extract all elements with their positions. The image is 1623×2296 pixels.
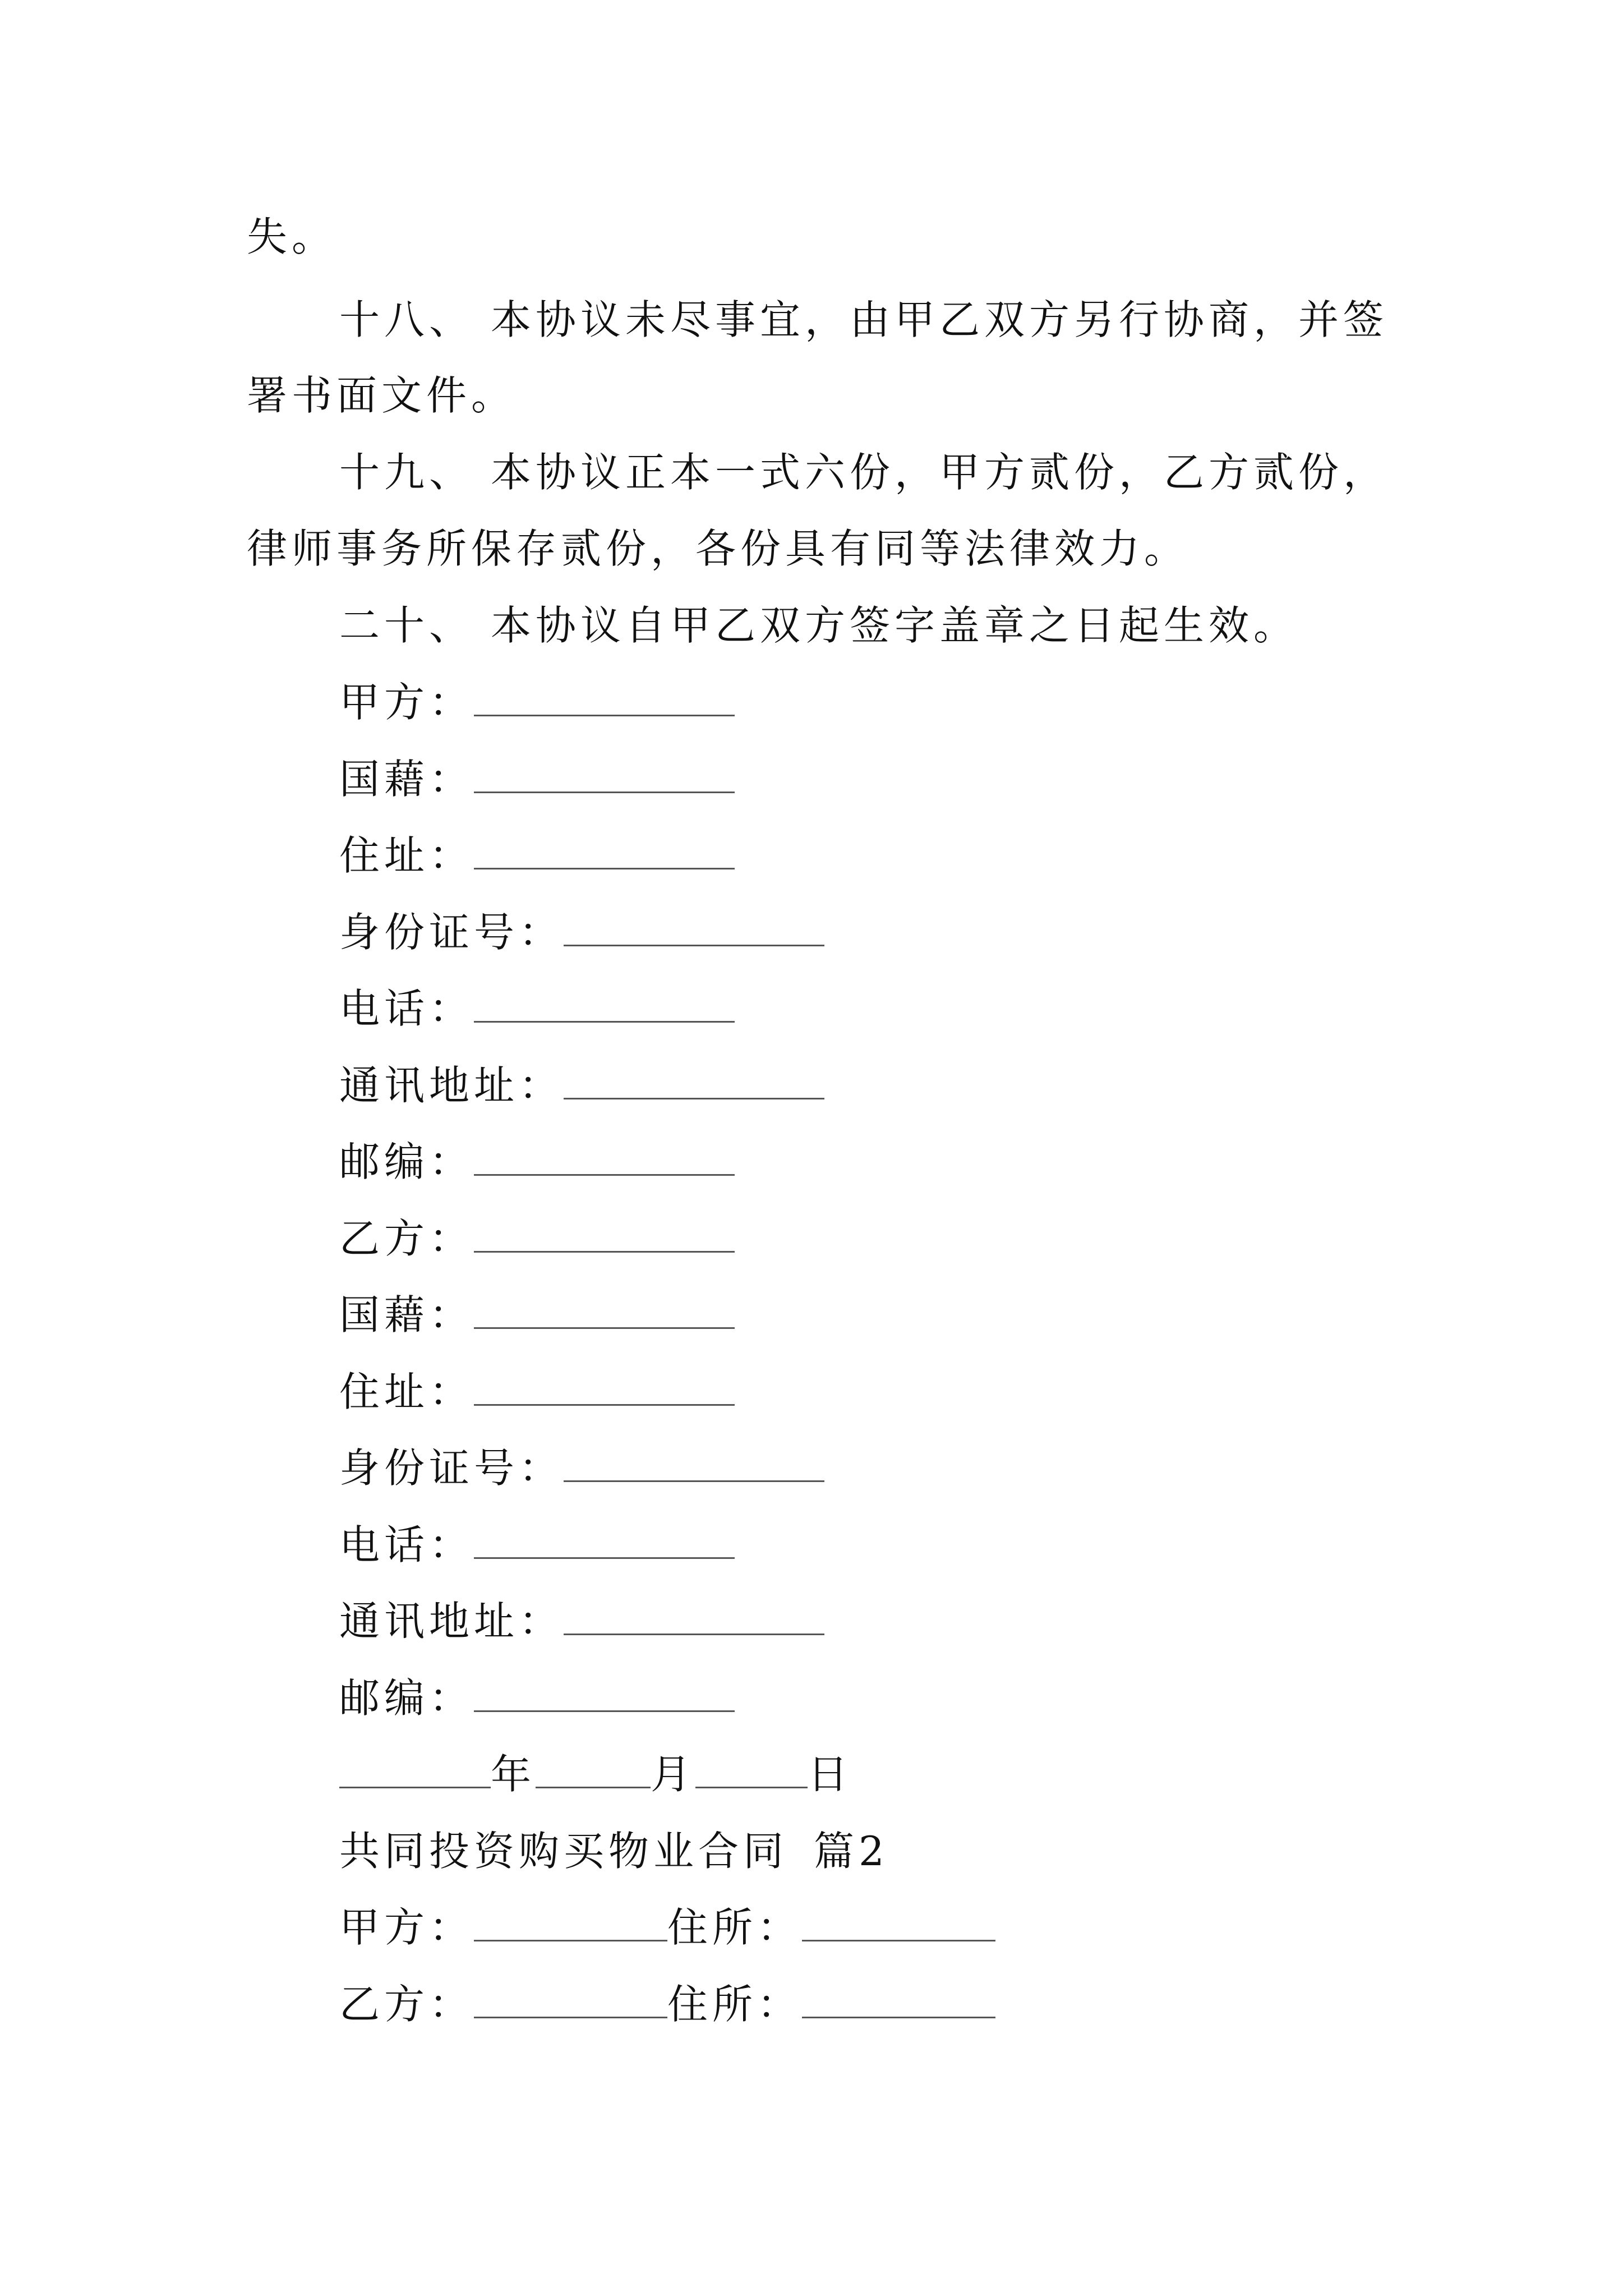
date-day-field[interactable]: [695, 1747, 808, 1788]
party-a-phone-row: [339, 981, 735, 1037]
party-a-id-label: 身份证号：: [339, 909, 564, 956]
party-b-address-field[interactable]: [474, 1365, 735, 1406]
party-a-name-label: 甲方：: [339, 679, 474, 726]
party-a-id-row: [339, 904, 824, 960]
date-year-label: 年: [491, 1751, 536, 1798]
party-a-nationality-row: [339, 751, 735, 807]
party-a-postcode-row: [339, 1134, 735, 1190]
party-b-phone-label: 电话：: [339, 1521, 474, 1568]
article-20-line: [339, 597, 1298, 654]
contract-2-party-a-field[interactable]: [474, 1901, 667, 1941]
party-a-phone-field[interactable]: [474, 982, 735, 1023]
contract-2-party-b-field[interactable]: [474, 1977, 667, 2018]
party-b-nationality-row: [339, 1287, 735, 1343]
party-b-id-label: 身份证号：: [339, 1444, 564, 1492]
party-b-name-field[interactable]: [474, 1212, 735, 1253]
party-b-postcode-field[interactable]: [474, 1671, 735, 1712]
article-19-line-2: [247, 521, 1377, 577]
article-18-line-2: [247, 367, 1377, 424]
party-a-phone-label: 电话：: [339, 985, 474, 1032]
contract-2-section: 篇2: [814, 1828, 889, 1875]
party-a-mail-address-label: 通讯地址：: [339, 1062, 564, 1109]
party-b-mail-address-label: 通讯地址：: [339, 1598, 564, 1645]
party-b-nationality-field[interactable]: [474, 1288, 735, 1329]
party-a-postcode-field[interactable]: [474, 1135, 735, 1176]
party-a-nationality-field[interactable]: [474, 752, 735, 793]
contract-2-party-a-residence-field[interactable]: [802, 1901, 995, 1941]
contract-2-party-a-residence-label: 住所：: [667, 1904, 803, 1951]
contract-2-party-b-residence-label: 住所：: [667, 1981, 803, 2028]
party-a-id-field[interactable]: [564, 905, 824, 946]
party-b-phone-field[interactable]: [474, 1518, 735, 1559]
article-20-number: 二十、: [339, 602, 474, 649]
party-a-address-row: [339, 827, 735, 884]
text-line-continuation: [247, 209, 1377, 265]
article-20-text: 本协议自甲乙双方签字盖章之日起生效。: [491, 602, 1299, 649]
article-18-text-b: 署书面文件。: [247, 372, 517, 419]
party-b-id-row: [339, 1440, 824, 1496]
party-b-nationality-label: 国藉：: [339, 1291, 474, 1338]
article-18-text-a: 本协议未尽事宜，由甲乙双方另行协商，并签: [491, 296, 1389, 343]
article-19-number: 十九、: [339, 449, 474, 496]
article-18-line-1: [339, 292, 1389, 348]
party-b-postcode-row: [339, 1670, 735, 1726]
date-row: [339, 1746, 852, 1802]
party-b-postcode-label: 邮编：: [339, 1674, 474, 1722]
contract-2-party-b-row: [339, 1976, 995, 2032]
article-18-number: 十八、: [339, 296, 474, 343]
contract-2-heading: [339, 1823, 889, 1879]
date-year-field[interactable]: [339, 1747, 491, 1788]
party-b-address-label: 住址：: [339, 1368, 474, 1415]
party-a-name-row: [339, 674, 735, 730]
party-a-address-label: 住址：: [339, 832, 474, 879]
contract-2-title: 共同投资购买物业合同: [339, 1828, 789, 1875]
party-b-name-label: 乙方：: [339, 1215, 474, 1262]
party-a-nationality-label: 国藉：: [339, 756, 474, 803]
party-a-name-field[interactable]: [474, 675, 735, 716]
party-b-mail-address-row: [339, 1593, 824, 1649]
contract-2-party-a-label: 甲方：: [339, 1904, 474, 1951]
date-month-label: 月: [651, 1751, 696, 1798]
party-a-postcode-label: 邮编：: [339, 1138, 474, 1185]
article-19-text-a: 本协议正本一式六份，甲方贰份，乙方贰份，: [491, 449, 1389, 496]
date-month-field[interactable]: [536, 1747, 651, 1788]
party-a-address-field[interactable]: [474, 829, 735, 869]
party-a-mail-address-field[interactable]: [564, 1059, 824, 1099]
party-b-mail-address-field[interactable]: [564, 1594, 824, 1635]
party-b-address-row: [339, 1364, 735, 1420]
article-19-text-b: 律师事务所保存贰份，各份具有同等法律效力。: [247, 525, 1189, 572]
party-a-mail-address-row: [339, 1057, 824, 1114]
contract-2-party-b-label: 乙方：: [339, 1981, 474, 2028]
party-b-phone-row: [339, 1517, 735, 1573]
contract-2-party-a-row: [339, 1899, 995, 1955]
contract-2-party-b-residence-field[interactable]: [802, 1977, 995, 2018]
party-b-name-row: [339, 1211, 735, 1267]
party-b-id-field[interactable]: [564, 1441, 824, 1482]
date-day-label: 日: [808, 1751, 853, 1798]
continuation-text: 失。: [247, 213, 337, 260]
article-19-line-1: [339, 444, 1389, 500]
